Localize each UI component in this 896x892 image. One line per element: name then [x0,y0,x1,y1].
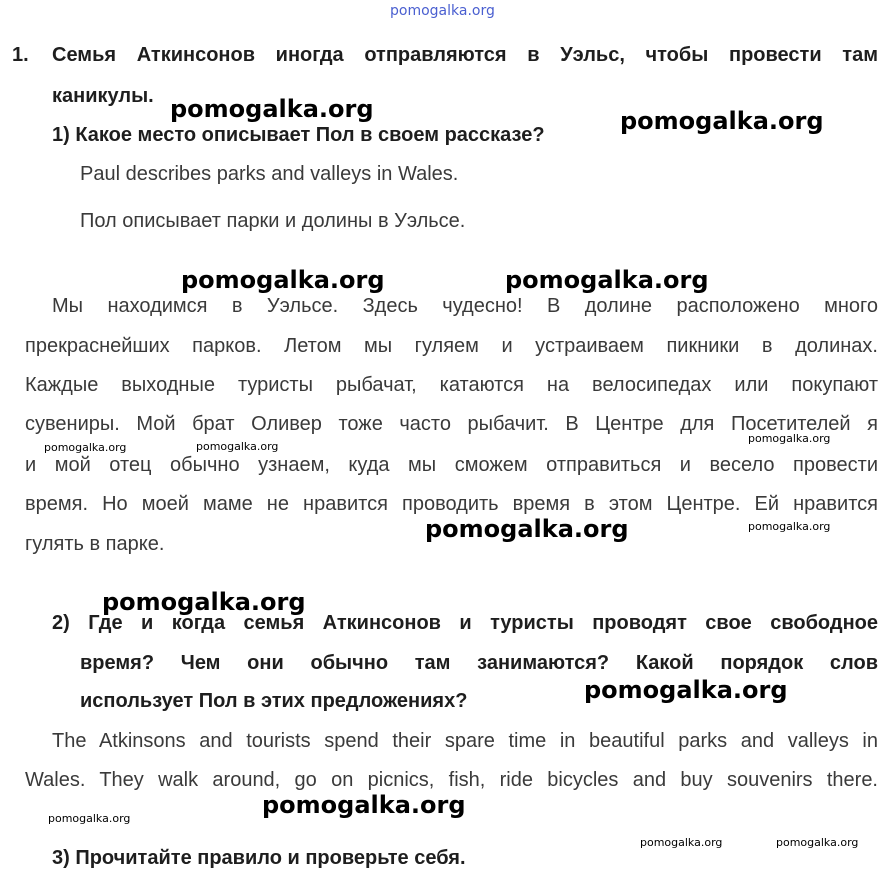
question-2-line-2: время? Чем они обычно там занимаются? Какой порядок слов [80,652,878,674]
watermark-small: pomogalka.org [748,432,831,445]
question-3-label: 3) Прочитайте правило и проверьте себя. [52,847,466,869]
watermark: pomogalka.org [262,791,466,819]
question-2-line-1: 2) Где и когда семья Аткинсонов и туристы проводят свое свободное [52,612,878,634]
answer-2-line-2: Wales. They walk around, go on picnics, fish, ride bicycles and buy souvenirs there. [25,769,878,791]
top-watermark: pomogalka.org [390,3,495,19]
task-title-line-1: Семья Аткинсонов иногда отправляются в Уэльс, чтобы провести там [52,44,878,66]
watermark: pomogalka.org [584,676,788,704]
task-number: 1. [12,44,29,66]
story-line-2: прекраснейших парков. Летом мы гуляем и устраиваем пикники в долинах. [25,335,878,357]
story-line-1: Мы находимся в Уэльсе. Здесь чудесно! В долине расположено много [52,295,878,317]
story-line-6: время. Но моей маме не нравится проводить время в этом Центре. Ей нравится [25,493,878,515]
watermark-small: pomogalka.org [196,440,279,453]
task-title-line-2: каникулы. [52,85,154,107]
watermark: pomogalka.org [620,107,824,135]
answer-2-line-1: The Atkinsons and tourists spend their spare time in beautiful parks and valleys in [52,730,878,752]
watermark: pomogalka.org [505,266,709,294]
watermark: pomogalka.org [170,95,374,123]
answer-1-russian: Пол описывает парки и долины в Уэльсе. [80,210,466,232]
story-line-7: гулять в парке. [25,533,165,555]
watermark: pomogalka.org [102,588,306,616]
watermark-small: pomogalka.org [776,836,859,849]
watermark-small: pomogalka.org [48,812,131,825]
answer-1-english: Paul describes parks and valleys in Wales. [80,163,459,185]
question-2-line-3: использует Пол в этих предложениях? [80,690,468,712]
watermark: pomogalka.org [425,515,629,543]
watermark: pomogalka.org [181,266,385,294]
question-1-label: 1) Какое место описывает Пол в своем рассказе? [52,124,545,146]
story-line-4: сувениры. Мой брат Оливер тоже часто рыбачит. В Центре для Посетителей я [25,413,878,435]
watermark-small: pomogalka.org [44,441,127,454]
watermark-small: pomogalka.org [748,520,831,533]
story-line-5: и мой отец обычно узнаем, куда мы сможем отправиться и весело провести [25,454,878,476]
story-line-3: Каждые выходные туристы рыбачат, катаются на велосипедах или покупают [25,374,878,396]
watermark-small: pomogalka.org [640,836,723,849]
